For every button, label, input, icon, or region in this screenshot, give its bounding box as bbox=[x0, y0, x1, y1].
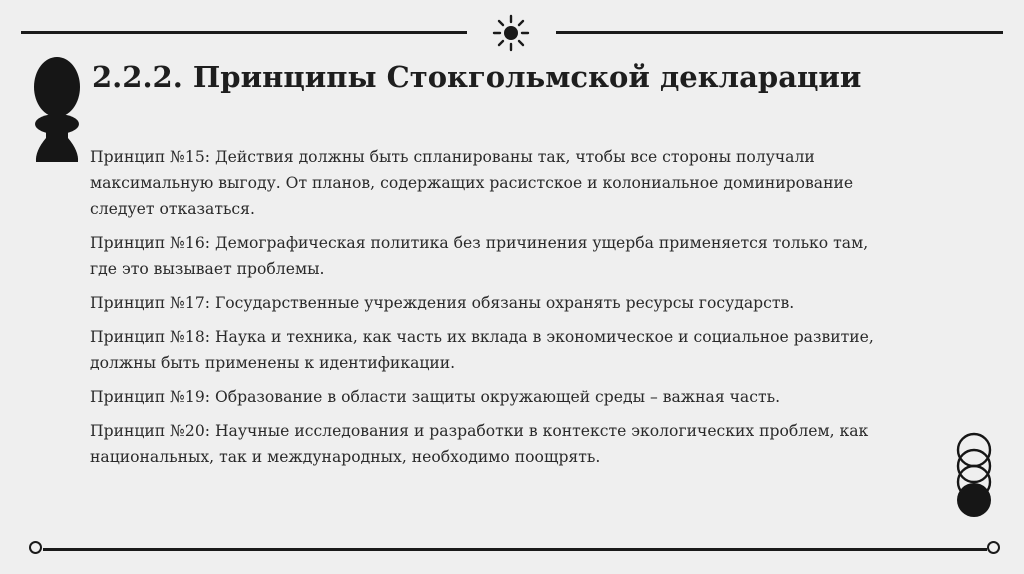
principle-18: Принцип №18: Наука и техника, как часть их вклада в экономическое и социальное развитие, должны быть применены к идентификации. bbox=[90, 328, 874, 372]
principles-list bbox=[90, 144, 890, 478]
principle-20: Принцип №20: Научные исследования и разработки в контексте экологических проблем, как национальных, так и международных, необходимо поощрять. bbox=[90, 422, 869, 466]
top-divider-left bbox=[21, 31, 467, 34]
stacked-shapes-icon bbox=[32, 56, 82, 168]
divider-end-ring-right bbox=[987, 541, 1000, 554]
principle-15: Принцип №15: Действия должны быть спланированы так, чтобы все стороны получали максимальную выгоду. От планов, содержащих расистское и колониальное доминирование следует отказаться. bbox=[90, 148, 854, 218]
divider-end-ring-left bbox=[29, 541, 42, 554]
principle-19: Принцип №19: Образование в области защиты окружающей среды – важная часть. bbox=[90, 388, 781, 406]
principle-17: Принцип №17: Государственные учреждения обязаны охранять ресурсы государств. bbox=[90, 294, 795, 312]
sun-icon bbox=[492, 14, 530, 52]
principle-16: Принцип №16: Демографическая политика без причинения ущерба применяется только там, где это вызывает проблемы. bbox=[90, 234, 869, 278]
stacked-circles-icon bbox=[950, 432, 998, 520]
bottom-divider bbox=[43, 548, 987, 551]
top-divider-right bbox=[556, 31, 1003, 34]
slide-title: 2.2.2. Принципы Стокгольмской декларации bbox=[92, 60, 862, 94]
